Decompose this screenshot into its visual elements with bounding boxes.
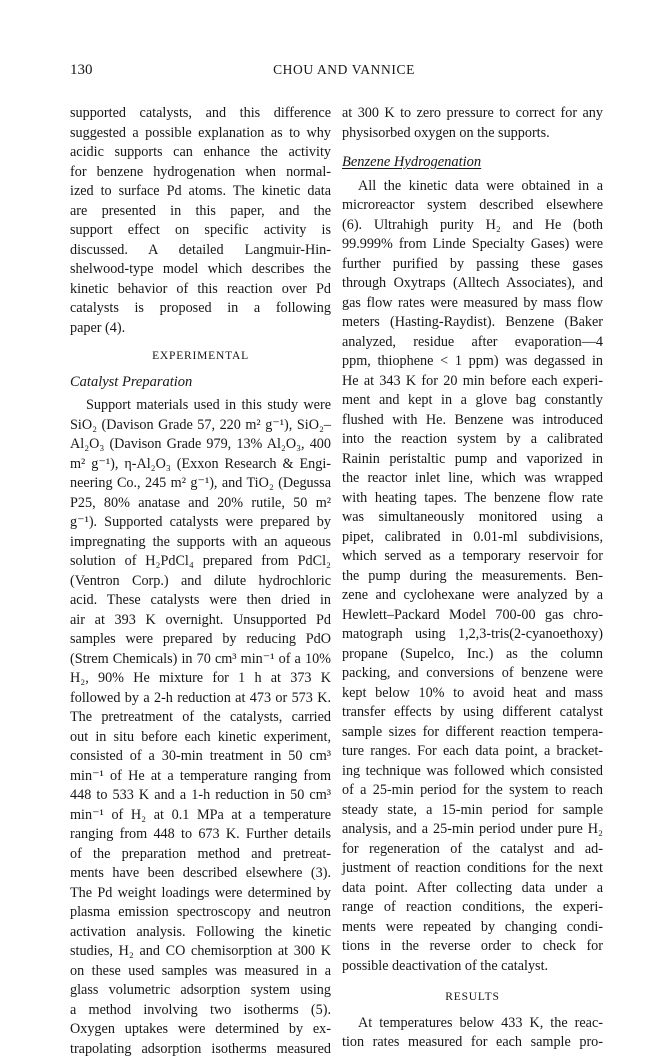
text-line: At temperatures below 433 K, the reac- xyxy=(342,1014,603,1034)
text-line: glass volumetric adsorption system using xyxy=(70,981,331,1001)
text-line: trapolating adsorption isotherms measured xyxy=(70,1040,331,1059)
text-line: for benzene hydrogenation when normal- xyxy=(70,163,331,183)
text-line: ppm, thiophene < 1 ppm) was degassed in xyxy=(342,352,603,372)
text-line: followed by a 2-h reduction at 473 or 573 K. xyxy=(70,689,331,709)
text-line: acid. These catalysts were then dried in xyxy=(70,591,331,611)
text-line: the reactor inlet line, which was wrapped xyxy=(342,469,603,489)
subsection-heading-catalyst-preparation: Catalyst Preparation xyxy=(70,373,331,393)
text-line: with heating tapes. The benzene flow rate xyxy=(342,489,603,509)
text-line: solution of H₂PdCl₄ prepared from PdCl₂ xyxy=(70,552,331,572)
text-line: 99.999% from Linde Specialty Gases) were xyxy=(342,235,603,255)
text-line: steady state, a 15-min period for sample xyxy=(342,801,603,821)
text-line: tions in the reverse order to check for xyxy=(342,937,603,957)
text-line: the pump during the measurements. Ben- xyxy=(342,567,603,587)
text-line: analyzed, residue after evaporation—4 xyxy=(342,333,603,353)
text-line: meters (Hasting-Raydist). Benzene (Baker xyxy=(342,313,603,333)
text-line: ments were repeated by changing condi- xyxy=(342,918,603,938)
text-line: propane (Supelco, Inc.) as the column xyxy=(342,645,603,665)
text-line: of a 25-min period for the system to reach xyxy=(342,781,603,801)
text-line: out in situ before each kinetic experiment, xyxy=(70,728,331,748)
right-column xyxy=(342,104,603,1053)
text-line: further purified by passing these gases xyxy=(342,255,603,275)
intro-paragraph xyxy=(70,104,331,338)
text-line: plasma emission spectroscopy and neutron xyxy=(70,903,331,923)
text-line: ized to surface Pd atoms. The kinetic data xyxy=(70,182,331,202)
text-line: (Strem Chemicals) in 70 cm³ min⁻¹ of a 10% xyxy=(70,650,331,670)
text-line: are presented in this paper, and the xyxy=(70,202,331,222)
text-line: transfer effects by using different catalyst xyxy=(342,703,603,723)
text-line: suggested a possible explanation as to why xyxy=(70,124,331,144)
text-line: The pretreatment of the catalysts, carried xyxy=(70,708,331,728)
text-line: was simultaneously monitored using a xyxy=(342,508,603,528)
subsection-heading-benzene-hydrogenation: Benzene Hydrogenation xyxy=(342,153,603,173)
text-line: Rainin peristaltic pump and vaporized in xyxy=(342,450,603,470)
text-line: Oxygen uptakes were determined by ex- xyxy=(70,1020,331,1040)
text-line: air at 393 K overnight. Unsupported Pd xyxy=(70,611,331,631)
text-line: a method involving two isotherms (5). xyxy=(70,1001,331,1021)
text-line: (6). Ultrahigh purity H₂ and He (both xyxy=(342,216,603,236)
text-line: tion rates measured for each sample pro- xyxy=(342,1033,603,1053)
text-line: H₂, 90% He mixture for 1 h at 373 K xyxy=(70,669,331,689)
text-line: analysis, and a 25-min period under pure H₂ xyxy=(342,820,603,840)
text-line: on these used samples was measured in a xyxy=(70,962,331,982)
text-line: of the preparation method and pretreat- xyxy=(70,845,331,865)
text-line: ments have been described elsewhere (3). xyxy=(70,864,331,884)
text-line: at 300 K to zero pressure to correct for any xyxy=(342,104,603,124)
page-number: 130 xyxy=(70,62,93,79)
text-line: studies, H₂ and CO chemisorption at 300 K xyxy=(70,942,331,962)
text-line: 448 to 533 K and a 1-h reduction in 50 cm³ xyxy=(70,786,331,806)
text-line: consisted of a 30-min treatment in 50 cm³ xyxy=(70,747,331,767)
text-line: pipet, calibrated in 0.01-ml subdivisions, xyxy=(342,528,603,548)
text-line: kinetic behavior of this reaction over Pd xyxy=(70,280,331,300)
text-line: possible deactivation of the catalyst. xyxy=(342,957,603,977)
section-heading-experimental: EXPERIMENTAL xyxy=(70,347,331,367)
text-line: samples were prepared by reducing PdO xyxy=(70,630,331,650)
text-line: (Ventron Corp.) and dilute hydrochloric xyxy=(70,572,331,592)
text-line: supported catalysts, and this difference xyxy=(70,104,331,124)
text-line: kept below 10% to avoid heat and mass xyxy=(342,684,603,704)
results-paragraph xyxy=(342,1014,603,1053)
text-line: through Oxytraps (Alltech Associates), and xyxy=(342,274,603,294)
text-line: ment and kept in a glove bag constantly xyxy=(342,391,603,411)
benzene-hydrogenation-paragraph xyxy=(342,177,603,977)
text-line: data point. After collecting data under a xyxy=(342,879,603,899)
text-line: matograph using 1,2,3-tris(2-cyanoethoxy) xyxy=(342,625,603,645)
text-line: which served as a temporary reservoir for xyxy=(342,547,603,567)
left-column xyxy=(70,104,331,1059)
text-line: zene and cyclohexane were analyzed by a xyxy=(342,586,603,606)
text-line: neering Co., 245 m² g⁻¹), and TiO₂ (Degussa xyxy=(70,474,331,494)
text-line: flushed with He. Benzene was introduced xyxy=(342,411,603,431)
text-line: catalysts is proposed in a following xyxy=(70,299,331,319)
section-heading-results: RESULTS xyxy=(342,988,603,1008)
text-line: support effect on specific activity is xyxy=(70,221,331,241)
running-title: CHOU AND VANNICE xyxy=(70,62,618,78)
text-line: All the kinetic data were obtained in a xyxy=(342,177,603,197)
text-line: Support materials used in this study were xyxy=(70,396,331,416)
text-line: activation analysis. Following the kinetic xyxy=(70,923,331,943)
text-line: Hewlett–Packard Model 700-00 gas chro- xyxy=(342,606,603,626)
text-line: Al₂O₃ (Davison Grade 979, 13% Al₂O₃, 400 xyxy=(70,435,331,455)
text-line: min⁻¹ of He at a temperature ranging from xyxy=(70,767,331,787)
text-line: gas flow rates were measured by mass flow xyxy=(342,294,603,314)
text-line: sample sizes for different reaction tempera- xyxy=(342,723,603,743)
text-line: m² g⁻¹), η-Al₂O₃ (Exxon Research & Engi- xyxy=(70,455,331,475)
text-line: discussed. A detailed Langmuir-Hin- xyxy=(70,241,331,261)
text-line: He at 343 K for 20 min before each experi- xyxy=(342,372,603,392)
text-line: ing technique was followed which consisted xyxy=(342,762,603,782)
text-line: packing, and conversions of benzene were xyxy=(342,664,603,684)
text-line: P25, 80% anatase and 20% rutile, 50 m² xyxy=(70,494,331,514)
text-line: range of reaction conditions, the experi- xyxy=(342,898,603,918)
text-line: justment of reaction conditions for the next xyxy=(342,859,603,879)
text-line: ture ranges. For each data point, a bracket- xyxy=(342,742,603,762)
text-line: ranging from 448 to 673 K. Further details xyxy=(70,825,331,845)
text-line: acidic supports can enhance the activity xyxy=(70,143,331,163)
page-header xyxy=(70,62,618,84)
text-line: microreactor system described elsewhere xyxy=(342,196,603,216)
continued-paragraph xyxy=(342,104,603,143)
text-line: physisorbed oxygen on the supports. xyxy=(342,124,603,144)
text-line: impregnating the supports with an aqueous xyxy=(70,533,331,553)
text-line: for regeneration of the catalyst and ad- xyxy=(342,840,603,860)
text-line: g⁻¹). Supported catalysts were prepared by xyxy=(70,513,331,533)
text-line: paper (4). xyxy=(70,319,331,339)
text-line: SiO₂ (Davison Grade 57, 220 m² g⁻¹), SiO₂– xyxy=(70,416,331,436)
text-line: The Pd weight loadings were determined by xyxy=(70,884,331,904)
text-line: into the reaction system by a calibrated xyxy=(342,430,603,450)
text-line: shelwood-type model which describes the xyxy=(70,260,331,280)
text-line: min⁻¹ of H₂ at 0.1 MPa at a temperature xyxy=(70,806,331,826)
